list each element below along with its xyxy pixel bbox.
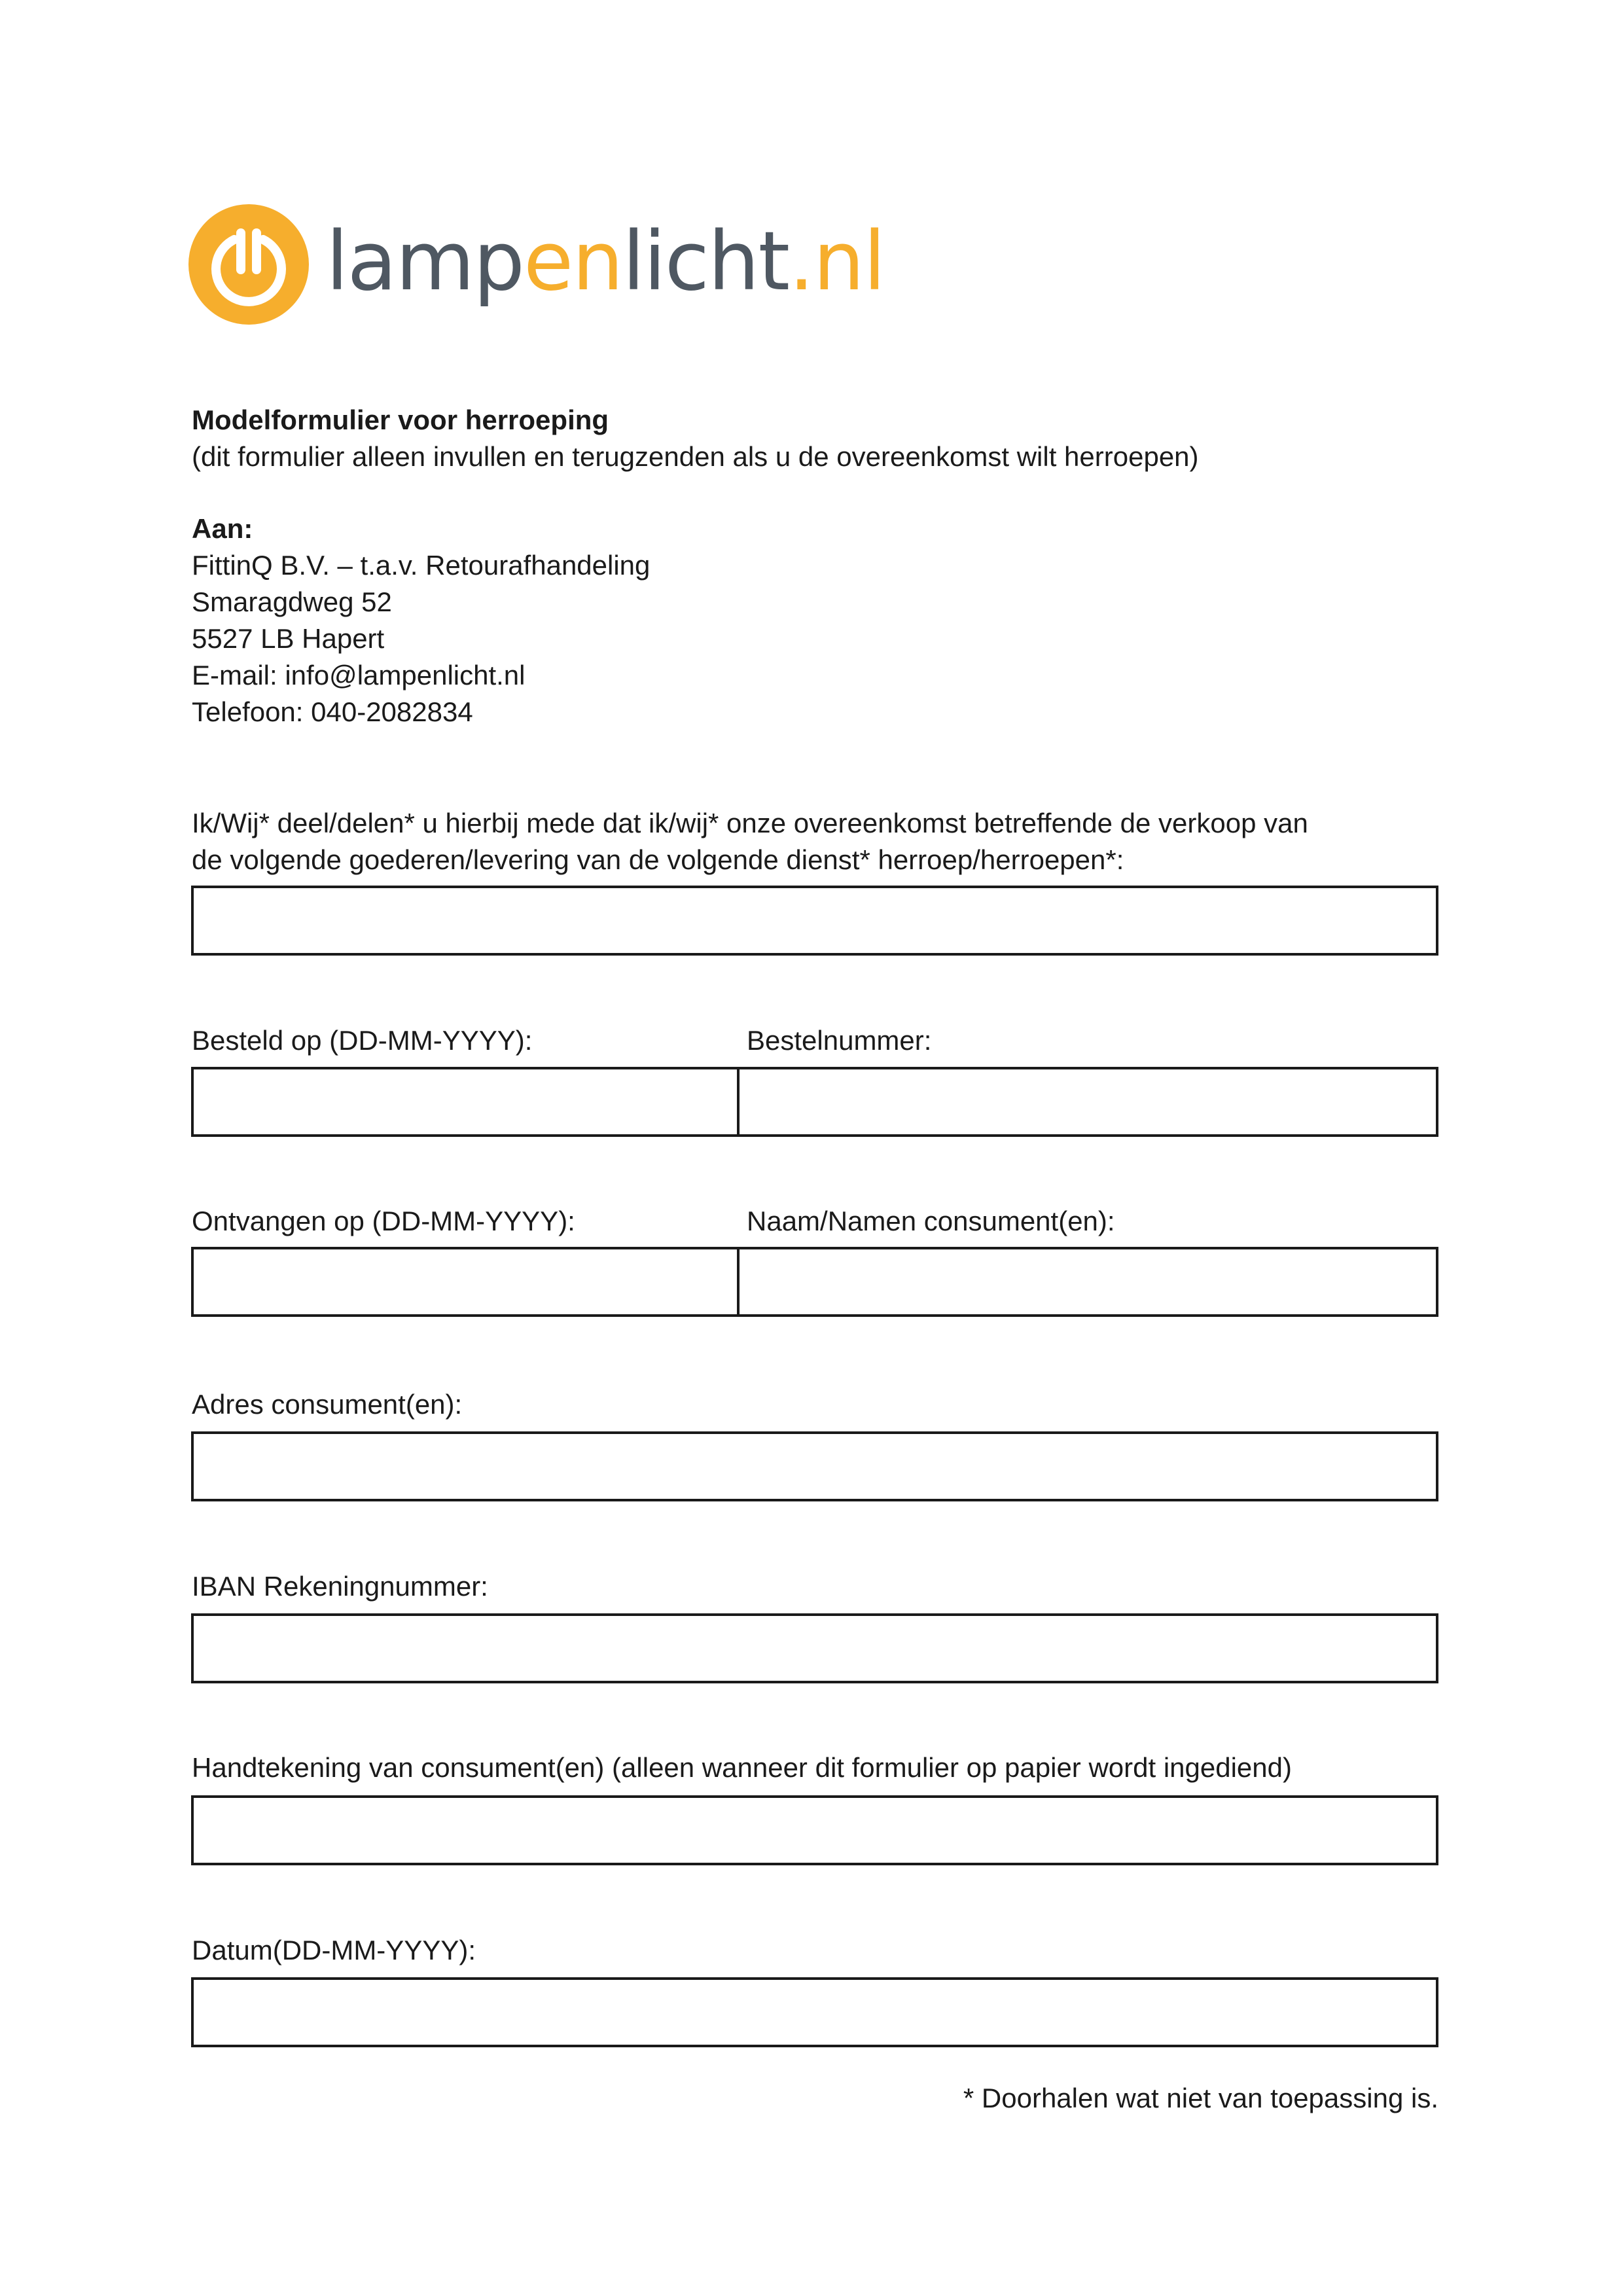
label-bestelnummer: Bestelnummer: [747,1025,932,1056]
logo-text-nl: .nl [789,215,885,309]
statement-line-1: Ik/Wij* deel/delen* u hierbij mede dat ik/wij* onze overeenkomst betreffende de verkoop van [192,808,1308,838]
adres-field[interactable] [191,1431,1438,1501]
label-adres: Adres consument(en): [192,1389,463,1420]
statement-line-2: de volgende goederen/levering van de volgende dienst* herroep/herroepen*: [192,844,1124,875]
iban-field[interactable] [191,1613,1438,1683]
label-besteld-op: Besteld op (DD-MM-YYYY): [192,1025,533,1056]
goods-services-field[interactable] [191,886,1438,956]
logo-icon [188,204,309,325]
label-handtekening: Handtekening van consument(en) (alleen wanneer dit formulier op papier wordt ingediend) [192,1752,1292,1783]
logo-text-en: en [523,215,622,309]
logo-wordmark [326,216,885,308]
naam-field[interactable] [737,1247,1438,1317]
label-datum: Datum(DD-MM-YYYY): [192,1935,476,1965]
logo-text-lamp: lamp [326,215,524,309]
recipient-company: FittinQ B.V. – t.a.v. Retourafhandeling [192,550,651,581]
besteld-op-field[interactable] [191,1067,740,1137]
label-iban: IBAN Rekeningnummer: [192,1571,488,1602]
form-title: Modelformulier voor herroeping [192,404,609,435]
logo-text-licht: licht [622,215,789,309]
recipient-phone: Telefoon: 040-2082834 [192,696,473,727]
label-ontvangen-op: Ontvangen op (DD-MM-YYYY): [192,1206,575,1236]
recipient-street: Smaragdweg 52 [192,586,392,617]
recipient-city: 5527 LB Hapert [192,623,385,654]
datum-field[interactable] [191,1977,1438,2047]
form-subtitle: (dit formulier alleen invullen en terugzenden als u de overeenkomst wilt herroepen) [192,441,1199,472]
bestelnummer-field[interactable] [737,1067,1438,1137]
label-naam: Naam/Namen consument(en): [747,1206,1115,1236]
footnote: * Doorhalen wat niet van toepassing is. [963,2083,1438,2113]
recipient-email: E-mail: info@lampenlicht.nl [192,660,526,691]
ontvangen-op-field[interactable] [191,1247,740,1317]
handtekening-field[interactable] [191,1795,1438,1865]
recipient-label: Aan: [192,513,253,544]
